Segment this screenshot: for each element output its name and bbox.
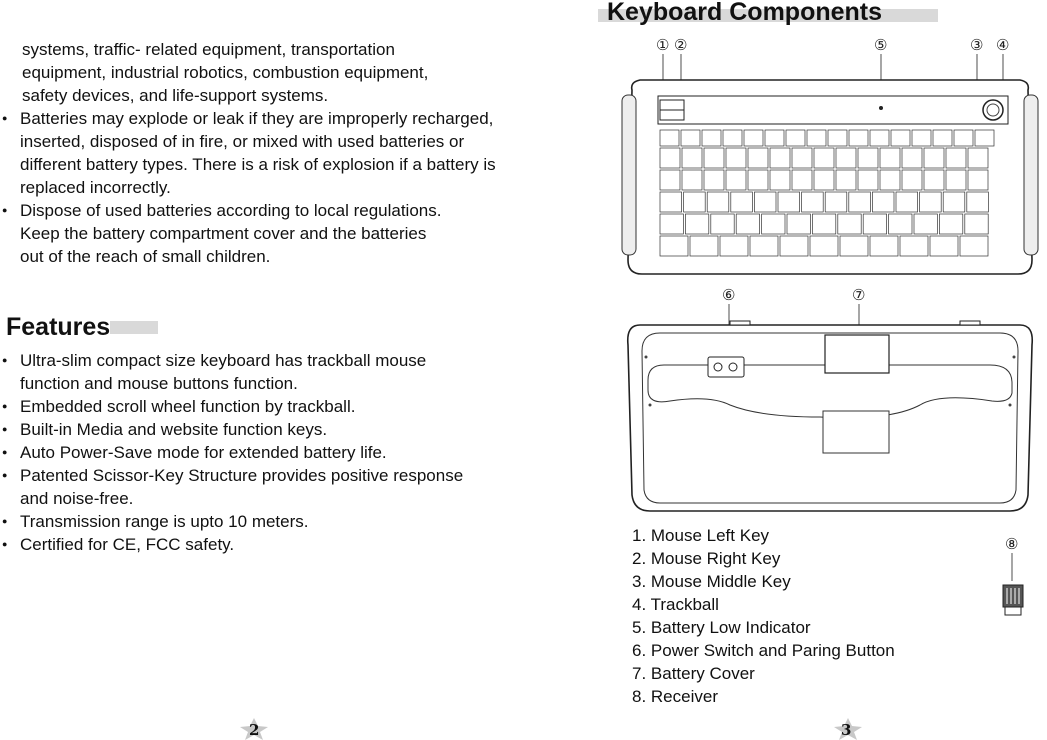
key	[960, 236, 988, 256]
key	[682, 148, 702, 168]
key	[954, 130, 973, 146]
key	[726, 170, 746, 190]
key	[930, 236, 958, 256]
key	[750, 236, 778, 256]
features-list	[0, 349, 490, 556]
key	[748, 148, 768, 168]
component-item: 4. Trackball	[632, 595, 719, 614]
key	[946, 148, 966, 168]
callout-4: ④	[996, 37, 1010, 54]
key	[723, 130, 742, 146]
key	[965, 214, 988, 234]
component-item: 1. Mouse Left Key	[632, 526, 770, 545]
key	[682, 170, 702, 190]
key	[778, 192, 800, 212]
keyboard-top-view	[620, 30, 1040, 282]
component-item: 2. Mouse Right Key	[632, 549, 781, 568]
callout-2: ②	[674, 37, 688, 54]
key	[858, 170, 878, 190]
key	[684, 192, 706, 212]
key	[748, 170, 768, 190]
key	[770, 170, 790, 190]
key	[754, 192, 776, 212]
warning-item: ● Batteries may explode or leak if they are improperly recharged, inserted, disposed of in fire, or mixed with used batteries or different battery types. There is a risk of explosion if a battery is replaced incorrectly.	[0, 107, 500, 199]
left-page	[0, 0, 520, 740]
feature-item: ● Certified for CE, FCC safety.	[0, 533, 490, 556]
intro-paragraph: systems, traffic- related equipment, transportation equipment, industrial robotics, combustion equipment, safety devices, and life-support systems.	[22, 40, 429, 105]
key	[836, 148, 856, 168]
key	[838, 214, 861, 234]
key	[880, 148, 900, 168]
key	[787, 214, 810, 234]
keyboard-bottom-view	[620, 285, 1040, 520]
feature-item: ● Auto Power-Save mode for extended battery life.	[0, 441, 490, 464]
key	[880, 170, 900, 190]
key	[836, 170, 856, 190]
key	[704, 148, 724, 168]
key	[825, 192, 847, 212]
key	[902, 148, 922, 168]
component-item: 7. Battery Cover	[632, 664, 755, 683]
key	[681, 130, 700, 146]
heading-bar	[110, 321, 158, 334]
warning-item: ● Dispose of used batteries according to local regulations.	[0, 199, 500, 222]
key	[924, 148, 944, 168]
key	[933, 130, 952, 146]
key	[849, 192, 871, 212]
feature-item: ● Patented Scissor-Key Structure provides positive response and noise-free.	[0, 464, 490, 510]
key	[840, 236, 868, 256]
key	[731, 192, 753, 212]
component-item: 3. Mouse Middle Key	[632, 572, 791, 591]
key	[814, 170, 834, 190]
component-item: 5. Battery Low Indicator	[632, 618, 811, 637]
key	[870, 130, 889, 146]
key	[943, 192, 965, 212]
component-item: 8. Receiver	[632, 687, 718, 706]
key	[968, 148, 988, 168]
key	[660, 170, 680, 190]
key	[711, 214, 734, 234]
key	[812, 214, 835, 234]
key	[720, 236, 748, 256]
callout-5: ⑤	[874, 37, 888, 54]
key	[914, 214, 937, 234]
key	[765, 130, 784, 146]
key	[828, 130, 847, 146]
key	[736, 214, 759, 234]
component-item: 6. Power Switch and Paring Button	[632, 641, 895, 660]
key	[810, 236, 838, 256]
key	[660, 236, 688, 256]
callout-7: ⑦	[852, 287, 866, 304]
feature-item: ● Built-in Media and website function keys.	[0, 418, 490, 441]
key	[975, 130, 994, 146]
warning-list	[0, 107, 500, 222]
key	[702, 130, 721, 146]
key	[946, 170, 966, 190]
key	[704, 170, 724, 190]
key	[896, 192, 918, 212]
receiver-illustration	[998, 533, 1038, 623]
key	[849, 130, 868, 146]
key	[870, 236, 898, 256]
callout-6: ⑥	[722, 287, 736, 304]
key	[802, 192, 824, 212]
key	[924, 170, 944, 190]
key	[762, 214, 785, 234]
keyboard-components-heading: Keyboard Components	[607, 0, 883, 26]
page-number: 3	[841, 721, 852, 739]
key	[863, 214, 886, 234]
key	[660, 192, 682, 212]
key	[707, 192, 729, 212]
key	[690, 236, 718, 256]
callout-8: ⑧	[1005, 536, 1019, 553]
key	[660, 130, 679, 146]
callout-1: ①	[656, 37, 670, 54]
feature-item: ● Transmission range is upto 10 meters.	[0, 510, 490, 533]
components-list	[632, 524, 895, 708]
key	[967, 192, 989, 212]
key	[902, 170, 922, 190]
key	[889, 214, 912, 234]
key	[900, 236, 928, 256]
callout-3: ③	[970, 37, 984, 54]
key	[770, 148, 790, 168]
key	[872, 192, 894, 212]
feature-item: ● Embedded scroll wheel function by trackball.	[0, 395, 490, 418]
key	[891, 130, 910, 146]
key	[780, 236, 808, 256]
key	[814, 148, 834, 168]
key	[920, 192, 942, 212]
key	[660, 148, 680, 168]
key	[726, 148, 746, 168]
key	[939, 214, 962, 234]
key	[685, 214, 708, 234]
key	[807, 130, 826, 146]
key	[858, 148, 878, 168]
key	[912, 130, 931, 146]
key	[786, 130, 805, 146]
key	[792, 170, 812, 190]
page-number: 2	[249, 721, 260, 739]
features-heading: Features	[6, 313, 111, 341]
feature-item: ● Ultra-slim compact size keyboard has trackball mouse function and mouse buttons function.	[0, 349, 490, 395]
right-page	[520, 0, 1047, 740]
key	[744, 130, 763, 146]
key	[792, 148, 812, 168]
key	[968, 170, 988, 190]
keep-away-paragraph: Keep the battery compartment cover and the batteries out of the reach of small children.	[20, 224, 427, 266]
key	[660, 214, 683, 234]
